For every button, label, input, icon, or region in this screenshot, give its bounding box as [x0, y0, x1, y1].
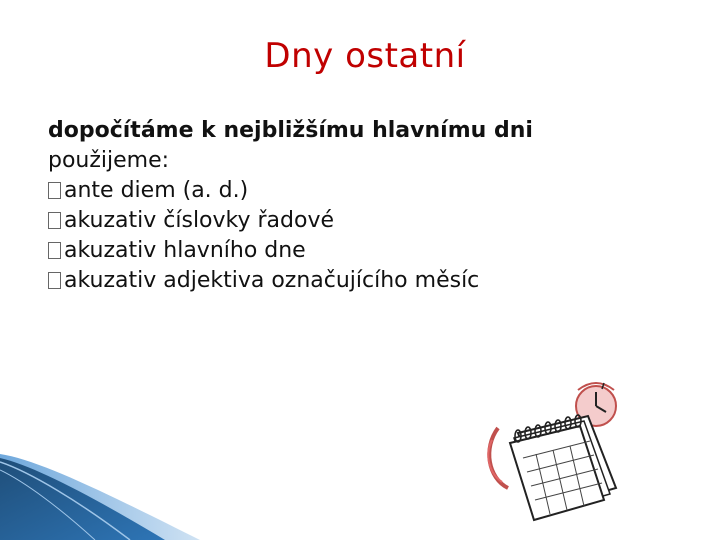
list-item-text: akuzativ číslovky řadové [64, 208, 335, 233]
list-item-text: akuzativ hlavního dne [64, 238, 306, 263]
square-bullet-icon [48, 272, 61, 289]
list-item [48, 176, 688, 206]
square-bullet-icon [48, 242, 61, 259]
square-bullet-icon [48, 212, 61, 229]
list-item [48, 206, 688, 236]
slide-body [48, 116, 688, 296]
list-item-text: ante diem (a. d.) [64, 178, 249, 203]
slide-title: Dny ostatní [264, 36, 466, 76]
list-item-text: akuzativ adjektiva označujícího měsíc [64, 268, 480, 293]
list-item [48, 236, 688, 266]
square-bullet-icon [48, 182, 61, 199]
lead-line: použijeme: [48, 148, 170, 173]
intro-line: dopočítáme k nejbližšímu hlavnímu dni [48, 118, 533, 143]
calendar-clock-icon [478, 378, 638, 528]
corner-wave-decoration [0, 440, 200, 540]
list-item [48, 266, 688, 296]
